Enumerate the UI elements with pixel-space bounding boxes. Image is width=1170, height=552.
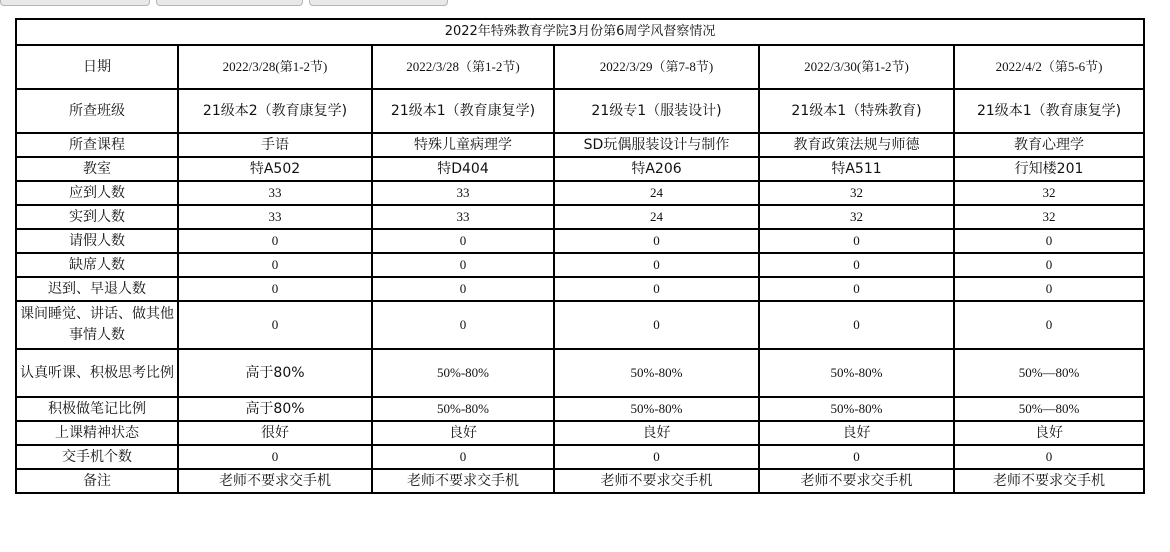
row-label: 备注: [16, 469, 178, 493]
table-cell: 21级本1（教育康复学): [954, 89, 1144, 133]
table-cell: 0: [954, 229, 1144, 253]
table-cell: 50%—80%: [954, 397, 1144, 421]
table-cell: 教育政策法规与师德: [759, 133, 954, 157]
table-cell: 0: [759, 277, 954, 301]
table-cell: 老师不要求交手机: [372, 469, 554, 493]
table-cell: 老师不要求交手机: [954, 469, 1144, 493]
table-cell: 0: [554, 229, 759, 253]
expected-count-row: [16, 181, 1144, 205]
table-cell: 32: [759, 181, 954, 205]
table-cell: 0: [178, 445, 372, 469]
table-cell: 老师不要求交手机: [178, 469, 372, 493]
sheet-tab[interactable]: [156, 0, 303, 6]
absent-count-row: [16, 253, 1144, 277]
table-cell: 0: [554, 301, 759, 349]
table-cell: 手语: [178, 133, 372, 157]
table-cell: 50%-80%: [759, 397, 954, 421]
table-cell: 0: [372, 445, 554, 469]
table-cell: 0: [178, 229, 372, 253]
table-cell: 33: [372, 181, 554, 205]
late-early-count-row: [16, 277, 1144, 301]
course-row: [16, 133, 1144, 157]
table-cell: 0: [372, 253, 554, 277]
row-label: 日期: [16, 45, 178, 89]
table-cell: 行知楼201: [954, 157, 1144, 181]
remarks-row: [16, 469, 1144, 493]
table-cell: 很好: [178, 421, 372, 445]
table-cell: 50%-80%: [759, 349, 954, 397]
table-cell: 良好: [759, 421, 954, 445]
classroom-row: [16, 157, 1144, 181]
table-cell: 良好: [554, 421, 759, 445]
table-cell: 2022/3/28（第1-2节): [372, 45, 554, 89]
row-label: 实到人数: [16, 205, 178, 229]
table-cell: 50%-80%: [554, 397, 759, 421]
table-cell: 2022/4/2（第5-6节): [954, 45, 1144, 89]
row-label: 所查课程: [16, 133, 178, 157]
table-title: 2022年特殊教育学院3月份第6周学风督察情况: [16, 19, 1144, 45]
date-row: [16, 45, 1144, 89]
row-label: 上课精神状态: [16, 421, 178, 445]
table-cell: 特A206: [554, 157, 759, 181]
table-cell: 0: [372, 301, 554, 349]
distracted-count-row: [16, 301, 1144, 349]
inspection-table: [15, 18, 1145, 494]
table-cell: 0: [954, 301, 1144, 349]
table-cell: 高于80%: [178, 349, 372, 397]
row-label: 教室: [16, 157, 178, 181]
row-label: 缺席人数: [16, 253, 178, 277]
table-cell: 教育心理学: [954, 133, 1144, 157]
table-cell: 0: [759, 229, 954, 253]
table-cell: 特A502: [178, 157, 372, 181]
table-cell: 50%—80%: [954, 349, 1144, 397]
notes-ratio-row: [16, 397, 1144, 421]
phone-count-row: [16, 445, 1144, 469]
table-cell: 老师不要求交手机: [554, 469, 759, 493]
table-cell: 24: [554, 181, 759, 205]
title-row: [16, 19, 1144, 45]
table-cell: 2022/3/28(第1-2节): [178, 45, 372, 89]
table-cell: 2022/3/29（第7-8节): [554, 45, 759, 89]
table-cell: 0: [554, 253, 759, 277]
row-label: 请假人数: [16, 229, 178, 253]
table-cell: 特D404: [372, 157, 554, 181]
table-cell: 50%-80%: [554, 349, 759, 397]
table-cell: 32: [954, 205, 1144, 229]
table-cell: 50%-80%: [372, 397, 554, 421]
table-cell: 0: [372, 229, 554, 253]
sheet-tab[interactable]: [309, 0, 448, 6]
table-cell: 32: [954, 181, 1144, 205]
table-cell: 21级本2（教育康复学): [178, 89, 372, 133]
table-cell: 33: [178, 205, 372, 229]
row-label: 交手机个数: [16, 445, 178, 469]
table-cell: 0: [954, 277, 1144, 301]
table-cell: 0: [759, 301, 954, 349]
table-cell: 2022/3/30(第1-2节): [759, 45, 954, 89]
row-label: 课间睡觉、讲话、做其他事情人数: [16, 301, 178, 349]
table-cell: 21级本1（教育康复学): [372, 89, 554, 133]
sheet-tab[interactable]: [0, 0, 150, 6]
spirit-row: [16, 421, 1144, 445]
table-cell: 0: [954, 445, 1144, 469]
table-cell: 21级本1（特殊教育): [759, 89, 954, 133]
leave-count-row: [16, 229, 1144, 253]
row-label: 积极做笔记比例: [16, 397, 178, 421]
table-cell: 老师不要求交手机: [759, 469, 954, 493]
table-cell: 0: [554, 277, 759, 301]
table-cell: 特A511: [759, 157, 954, 181]
actual-count-row: [16, 205, 1144, 229]
table-cell: SD玩偶服装设计与制作: [554, 133, 759, 157]
table-cell: 0: [178, 253, 372, 277]
row-label: 认真听课、积极思考比例: [16, 349, 178, 397]
class-row: [16, 89, 1144, 133]
attentive-ratio-row: [16, 349, 1144, 397]
table-cell: 特殊儿童病理学: [372, 133, 554, 157]
table-cell: 32: [759, 205, 954, 229]
table-cell: 0: [372, 277, 554, 301]
table-cell: 0: [178, 277, 372, 301]
row-label: 迟到、早退人数: [16, 277, 178, 301]
table-cell: 50%-80%: [372, 349, 554, 397]
row-label: 应到人数: [16, 181, 178, 205]
table-cell: 24: [554, 205, 759, 229]
table-cell: 良好: [372, 421, 554, 445]
sheet-tab-strip: [0, 0, 1170, 6]
table-cell: 0: [954, 253, 1144, 277]
table-cell: 0: [759, 253, 954, 277]
table-cell: 良好: [954, 421, 1144, 445]
table-cell: 高于80%: [178, 397, 372, 421]
table-cell: 33: [178, 181, 372, 205]
table-cell: 21级专1（服装设计): [554, 89, 759, 133]
row-label: 所查班级: [16, 89, 178, 133]
table-cell: 0: [178, 301, 372, 349]
table-cell: 0: [554, 445, 759, 469]
table-cell: 0: [759, 445, 954, 469]
table-cell: 33: [372, 205, 554, 229]
